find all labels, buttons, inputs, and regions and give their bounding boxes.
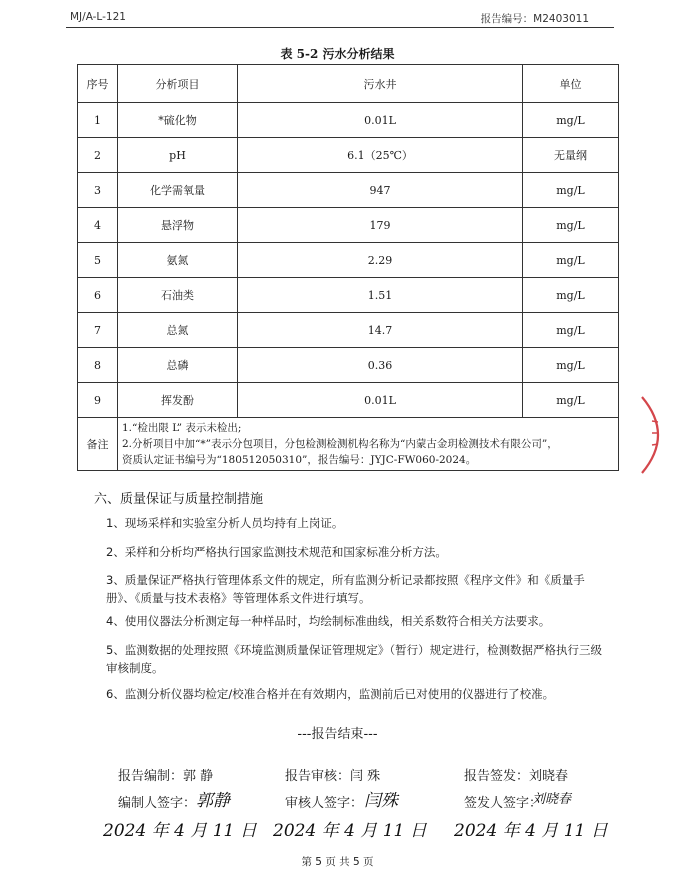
table-caption: 表 5-2 污水分析结果 <box>280 47 395 61</box>
compiler-sign-label: 编制人签字： <box>118 796 197 811</box>
compiler-signature: 郭静 <box>196 791 230 811</box>
row-value: 0.01L <box>238 103 523 138</box>
col-header-unit: 单位 <box>523 65 619 103</box>
row-value: 0.36 <box>238 348 523 383</box>
col-header-no: 序号 <box>78 65 118 103</box>
reviewer-sign-label: 审核人签字： <box>285 796 364 811</box>
row-unit: mg/L <box>523 173 619 208</box>
col-header-item: 分析项目 <box>118 65 238 103</box>
row-value: 14.7 <box>238 313 523 348</box>
row-unit: mg/L <box>523 278 619 313</box>
report-number: 报告编号：M2403011 <box>480 13 589 25</box>
row-no: 7 <box>78 313 118 348</box>
table-row <box>78 173 619 208</box>
row-unit: mg/L <box>523 103 619 138</box>
row-unit: mg/L <box>523 313 619 348</box>
row-unit: mg/L <box>523 348 619 383</box>
notes-row <box>78 418 619 471</box>
quality-item: 1、现场采样和实验室分析人员均持有上岗证。 <box>106 516 344 530</box>
row-no: 9 <box>78 383 118 418</box>
quality-item: 6、监测分析仪器均检定/校准合格并在有效期内，监测前后已对使用的仪器进行了校准。 <box>106 687 555 701</box>
row-item: 氨氮 <box>118 243 238 278</box>
quality-item: 5、监测数据的处理按照《环境监测质量保证管理规定》（暂行）规定进行，检测数据严格执行三级审核制度。 <box>106 643 603 675</box>
notes-label: 备注 <box>78 418 118 471</box>
row-item: 悬浮物 <box>118 208 238 243</box>
row-unit: mg/L <box>523 208 619 243</box>
table-row <box>78 348 619 383</box>
row-no: 5 <box>78 243 118 278</box>
row-item: pH <box>118 138 238 173</box>
table-row <box>78 243 619 278</box>
note-line: 1.“检出限 L” 表示未检出; <box>122 422 242 434</box>
reviewer-signature: 闫殊 <box>364 791 398 811</box>
row-item: 化学需氧量 <box>118 173 238 208</box>
row-no: 2 <box>78 138 118 173</box>
note-line: 资质认定证书编号为“180512050310”，报告编号：JYJC-FW060-2024。 <box>122 454 477 466</box>
table-row <box>78 278 619 313</box>
table-row <box>78 313 619 348</box>
row-unit: mg/L <box>523 243 619 278</box>
table-row <box>78 383 619 418</box>
table-row <box>78 208 619 243</box>
row-value: 1.51 <box>238 278 523 313</box>
results-table <box>77 64 619 471</box>
row-no: 4 <box>78 208 118 243</box>
row-unit: 无量纲 <box>523 138 619 173</box>
header-divider <box>66 27 614 28</box>
issuer-label: 报告签发：刘晓春 <box>464 769 569 784</box>
quality-item: 4、使用仪器法分析测定每一种样品时，均绘制标准曲线，相关系数符合相关方法要求。 <box>106 614 551 628</box>
table-row <box>78 103 619 138</box>
row-value: 179 <box>238 208 523 243</box>
note-line: 2.分析项目中加“*”表示分包项目，分包检测检测机构名称为“内蒙古金玥检测技术有限公司”， <box>122 438 558 450</box>
col-header-value: 污水井 <box>238 65 523 103</box>
row-item: 总磷 <box>118 348 238 383</box>
row-value: 0.01L <box>238 383 523 418</box>
table-row <box>78 138 619 173</box>
compiler-label: 报告编制：郭 静 <box>118 769 214 784</box>
issuer-date: 2024 年 4 月 11 日 <box>454 821 608 841</box>
row-item: 挥发酚 <box>118 383 238 418</box>
page-footer: 第 5 页 共 5 页 <box>301 856 374 868</box>
row-unit: mg/L <box>523 383 619 418</box>
row-no: 3 <box>78 173 118 208</box>
reviewer-date: 2024 年 4 月 11 日 <box>273 821 427 841</box>
row-value: 2.29 <box>238 243 523 278</box>
row-no: 6 <box>78 278 118 313</box>
compiler-date: 2024 年 4 月 11 日 <box>103 821 257 841</box>
row-item: 总氮 <box>118 313 238 348</box>
reviewer-label: 报告审核：闫 殊 <box>285 769 381 784</box>
report-end: ---报告结束--- <box>297 727 378 742</box>
seal-stamp-fragment <box>640 395 675 475</box>
issuer-signature: 刘晓春 <box>532 792 572 807</box>
row-item: 石油类 <box>118 278 238 313</box>
quality-item: 3、质量保证严格执行管理体系文件的规定，所有监测分析记录都按照《程序文件》和《质量手册》、《质量与技术表格》等管理体系文件进行填写。 <box>106 573 585 605</box>
section-title: 六、质量保证与质量控制措施 <box>94 492 264 507</box>
document-code: MJ/A-L-121 <box>70 11 126 23</box>
row-item: *硫化物 <box>118 103 238 138</box>
row-no: 1 <box>78 103 118 138</box>
quality-item: 2、采样和分析均严格执行国家监测技术规范和国家标准分析方法。 <box>106 545 447 559</box>
row-value: 6.1（25℃） <box>238 138 523 173</box>
notes-cell <box>118 418 619 471</box>
row-value: 947 <box>238 173 523 208</box>
row-no: 8 <box>78 348 118 383</box>
issuer-sign-label: 签发人签字： <box>464 796 543 811</box>
